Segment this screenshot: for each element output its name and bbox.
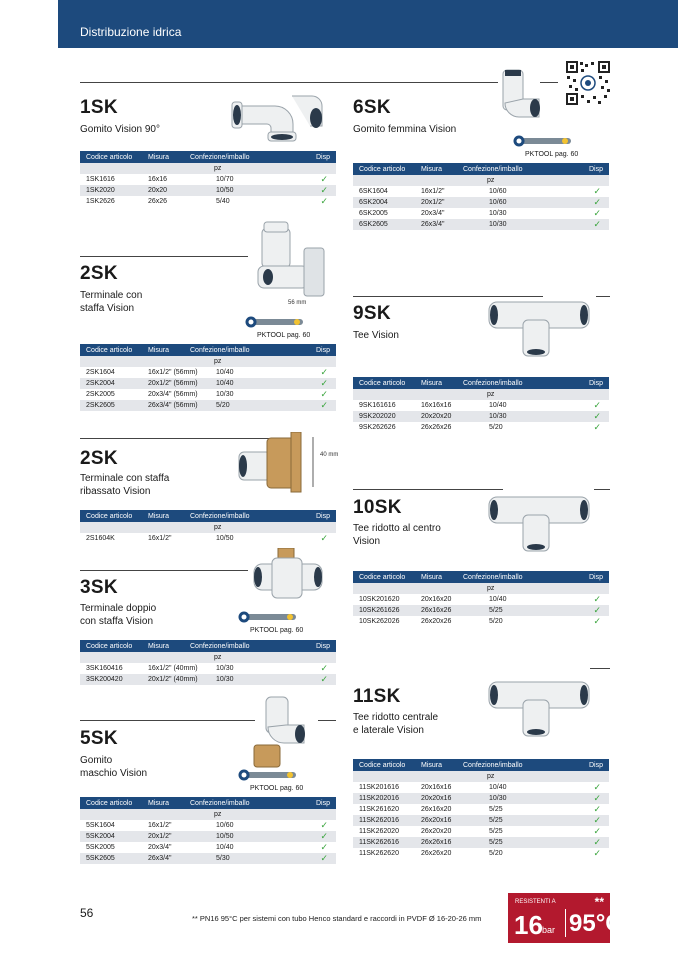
table-row xyxy=(353,400,609,411)
product-table xyxy=(80,640,336,685)
cell-code: 5SK2004 xyxy=(86,833,115,840)
cell-pack: 10/60 xyxy=(489,199,507,206)
cell-code: 9SK262626 xyxy=(359,424,396,431)
dimension-label: 40 mm xyxy=(320,452,339,458)
badge-label: RESISTENTI A xyxy=(515,899,556,905)
table-header xyxy=(80,797,336,809)
cell-code: 1SK1616 xyxy=(86,176,115,183)
table-row xyxy=(353,804,609,815)
col-disp: Disp xyxy=(588,573,603,581)
cell-size: 26x3/4" xyxy=(421,221,445,228)
table-row xyxy=(80,378,336,389)
table-row xyxy=(353,793,609,804)
cell-pack: 10/30 xyxy=(216,665,234,672)
cell-pack: 10/30 xyxy=(489,210,507,217)
unit-label: pz xyxy=(487,177,495,184)
check-icon: ✓ xyxy=(320,389,328,399)
cell-pack: 10/30 xyxy=(216,676,234,683)
cell-code: 1SK2626 xyxy=(86,198,115,205)
product-code-title: 11SK xyxy=(353,686,401,707)
cell-size: 20x1/2" (56mm) xyxy=(148,380,198,387)
table-row xyxy=(353,616,609,627)
cell-pack: 5/25 xyxy=(489,817,503,824)
cell-code: 11SK262620 xyxy=(359,850,399,857)
col-pack: Confezione/imballo xyxy=(463,573,523,581)
unit-label: pz xyxy=(487,391,495,398)
cell-size: 26x26x16 xyxy=(421,839,452,846)
cell-size: 20x1/2" (40mm) xyxy=(148,676,198,683)
col-code: Codice articolo xyxy=(359,165,406,173)
col-pack: Confezione/imballo xyxy=(190,799,250,807)
check-icon: ✓ xyxy=(593,422,601,432)
header-title: Distribuzione idrica xyxy=(80,25,182,39)
cell-code: 11SK262020 xyxy=(359,828,399,835)
cell-size: 20x20 xyxy=(148,187,168,194)
resistance-badge xyxy=(508,893,623,943)
check-icon: ✓ xyxy=(320,196,328,206)
table-row xyxy=(80,389,336,400)
cell-code: 6SK1604 xyxy=(359,188,388,195)
cell-pack: 10/40 xyxy=(489,784,507,791)
col-code: Codice articolo xyxy=(86,642,133,650)
cell-size: 20x20x16 xyxy=(421,795,452,802)
table-header xyxy=(353,759,609,771)
pktool-icon xyxy=(236,610,296,620)
col-pack: Confezione/imballo xyxy=(190,153,250,161)
table-header xyxy=(80,510,336,522)
product-table xyxy=(80,510,336,544)
section-rule xyxy=(590,668,610,669)
cell-pack: 5/20 xyxy=(489,424,503,431)
cell-pack: 10/30 xyxy=(489,413,507,420)
product-code-title: 5SK xyxy=(80,728,118,749)
cell-pack: 10/40 xyxy=(216,380,234,387)
col-pack: Confezione/imballo xyxy=(190,346,250,354)
table-row xyxy=(80,831,336,842)
product-description: Tee Vision xyxy=(353,330,399,341)
col-code: Codice articolo xyxy=(86,346,133,354)
col-code: Codice articolo xyxy=(86,153,133,161)
col-disp: Disp xyxy=(315,799,330,807)
check-icon: ✓ xyxy=(320,831,328,841)
product-description: Gomito Vision 90° xyxy=(80,124,160,135)
unit-label: pz xyxy=(214,654,222,661)
unit-label: pz xyxy=(487,585,495,592)
cell-size: 26x16x26 xyxy=(421,607,452,614)
pktool-reference: PKTOOL pag. 60 xyxy=(250,627,304,634)
table-header xyxy=(353,571,609,583)
product-table xyxy=(80,797,336,864)
check-icon: ✓ xyxy=(593,815,601,825)
check-icon: ✓ xyxy=(320,663,328,673)
cell-pack: 5/25 xyxy=(489,806,503,813)
cell-size: 26x20x20 xyxy=(421,828,452,835)
table-row xyxy=(353,848,609,859)
table-row xyxy=(353,208,609,219)
unit-row xyxy=(80,809,336,820)
cell-size: 26x20x26 xyxy=(421,618,452,625)
table-header xyxy=(80,344,336,356)
cell-size: 26x26 xyxy=(148,198,168,205)
cell-code: 10SK201620 xyxy=(359,596,400,603)
cell-pack: 10/70 xyxy=(216,176,234,183)
badge-separator xyxy=(565,909,566,937)
col-pack: Confezione/imballo xyxy=(463,379,523,387)
table-row xyxy=(80,842,336,853)
cell-pack: 10/40 xyxy=(489,402,507,409)
col-size: Misura xyxy=(148,799,170,807)
cell-pack: 10/60 xyxy=(216,822,234,829)
table-header xyxy=(80,640,336,652)
section-rule xyxy=(353,489,503,490)
cell-size: 20x3/4" xyxy=(421,210,445,217)
fitting-image xyxy=(230,88,325,148)
dimension-label: 56 mm xyxy=(288,300,307,306)
unit-label: pz xyxy=(214,165,222,172)
col-pack: Confezione/imballo xyxy=(463,165,523,173)
col-code: Codice articolo xyxy=(359,379,406,387)
cell-code: 11SK261620 xyxy=(359,806,399,813)
section-rule xyxy=(596,296,610,297)
product-code-title: 1SK xyxy=(80,97,118,118)
badge-stars: ** xyxy=(594,895,604,909)
cell-code: 10SK261626 xyxy=(359,607,400,614)
cell-code: 9SK161616 xyxy=(359,402,396,409)
col-pack: Confezione/imballo xyxy=(190,512,250,520)
cell-code: 9SK202020 xyxy=(359,413,396,420)
table-row xyxy=(80,185,336,196)
table-row xyxy=(353,197,609,208)
fitting-image xyxy=(485,670,595,745)
section-rule xyxy=(80,256,248,257)
col-disp: Disp xyxy=(588,379,603,387)
table-row xyxy=(353,422,609,433)
section-rule xyxy=(80,570,248,571)
cell-pack: 5/20 xyxy=(216,402,230,409)
check-icon: ✓ xyxy=(593,411,601,421)
cell-size: 20x3/4" xyxy=(148,844,172,851)
cell-code: 2SK2004 xyxy=(86,380,115,387)
product-table xyxy=(80,344,336,411)
pktool-icon xyxy=(243,315,303,325)
cell-size: 26x3/4" xyxy=(148,855,172,862)
col-code: Codice articolo xyxy=(359,573,406,581)
product-table xyxy=(353,571,609,627)
check-icon: ✓ xyxy=(320,853,328,863)
check-icon: ✓ xyxy=(320,674,328,684)
fitting-image xyxy=(248,548,328,613)
unit-row xyxy=(80,356,336,367)
section-rule xyxy=(318,720,336,721)
pktool-reference: PKTOOL pag. 60 xyxy=(257,332,311,339)
product-code-title: 2SK xyxy=(80,448,118,469)
check-icon: ✓ xyxy=(593,197,601,207)
product-description: Terminale doppio con staffa Vision xyxy=(80,603,157,627)
fitting-image xyxy=(250,218,330,303)
unit-row xyxy=(353,771,609,782)
cell-size: 26x16x20 xyxy=(421,806,452,813)
product-description: Tee ridotto centrale e laterale Vision xyxy=(353,712,439,736)
col-size: Misura xyxy=(148,512,170,520)
fitting-image xyxy=(485,290,595,365)
cell-size: 20x16x20 xyxy=(421,596,452,603)
section-rule xyxy=(80,82,498,83)
cell-code: 10SK262026 xyxy=(359,618,400,625)
table-row xyxy=(353,186,609,197)
badge-temperature: 95°C xyxy=(569,910,623,937)
cell-size: 16x16 xyxy=(148,176,168,183)
col-disp: Disp xyxy=(315,642,330,650)
table-row xyxy=(80,663,336,674)
cell-code: 3SK200420 xyxy=(86,676,123,683)
unit-row xyxy=(353,389,609,400)
check-icon: ✓ xyxy=(320,533,328,543)
cell-code: 2S1604K xyxy=(86,535,115,542)
col-size: Misura xyxy=(148,346,170,354)
page-header xyxy=(58,0,678,48)
cell-pack: 10/30 xyxy=(489,795,507,802)
table-row xyxy=(80,674,336,685)
check-icon: ✓ xyxy=(320,820,328,830)
col-code: Codice articolo xyxy=(86,512,133,520)
check-icon: ✓ xyxy=(320,367,328,377)
table-row xyxy=(353,837,609,848)
product-description: Tee ridotto al centro Vision xyxy=(353,523,441,547)
col-size: Misura xyxy=(421,573,443,581)
cell-code: 5SK2605 xyxy=(86,855,115,862)
col-size: Misura xyxy=(421,165,443,173)
cell-pack: 10/40 xyxy=(216,844,234,851)
check-icon: ✓ xyxy=(593,826,601,836)
cell-size: 26x26x26 xyxy=(421,424,452,431)
unit-label: pz xyxy=(214,358,222,365)
cell-pack: 10/50 xyxy=(216,187,234,194)
product-table xyxy=(353,377,609,433)
table-header xyxy=(80,151,336,163)
table-row xyxy=(80,533,336,544)
cell-code: 3SK160416 xyxy=(86,665,123,672)
pktool-icon xyxy=(236,768,296,778)
cell-pack: 5/20 xyxy=(489,618,503,625)
cell-size: 20x20x20 xyxy=(421,413,452,420)
cell-pack: 10/60 xyxy=(489,188,507,195)
product-table xyxy=(353,759,609,859)
cell-pack: 10/40 xyxy=(489,596,507,603)
check-icon: ✓ xyxy=(593,616,601,626)
cell-pack: 5/30 xyxy=(216,855,230,862)
footnote: ** PN16 95°C per sistemi con tubo Henco standard e raccordi in PVDF Ø 16-20-26 mm xyxy=(192,914,482,923)
check-icon: ✓ xyxy=(320,185,328,195)
unit-row xyxy=(80,652,336,663)
col-size: Misura xyxy=(148,153,170,161)
table-header xyxy=(353,163,609,175)
cell-size: 26x20x16 xyxy=(421,817,452,824)
cell-pack: 5/25 xyxy=(489,607,503,614)
cell-size: 16x1/2" xyxy=(148,535,172,542)
unit-row xyxy=(80,522,336,533)
table-row xyxy=(80,174,336,185)
check-icon: ✓ xyxy=(320,842,328,852)
cell-size: 16x1/2" xyxy=(148,822,172,829)
unit-row xyxy=(80,163,336,174)
cell-size: 16x1/2" (40mm) xyxy=(148,665,198,672)
product-description: Terminale con staffa ribassato Vision xyxy=(80,473,170,497)
cell-size: 16x1/2" xyxy=(421,188,445,195)
check-icon: ✓ xyxy=(593,186,601,196)
cell-code: 6SK2605 xyxy=(359,221,388,228)
product-code-title: 3SK xyxy=(80,577,118,598)
unit-label: pz xyxy=(214,811,222,818)
cell-code: 2SK2605 xyxy=(86,402,115,409)
cell-pack: 10/30 xyxy=(489,221,507,228)
unit-label: pz xyxy=(214,524,222,531)
cell-code: 2SK2005 xyxy=(86,391,115,398)
check-icon: ✓ xyxy=(593,793,601,803)
product-code-title: 9SK xyxy=(353,303,391,324)
pktool-reference: PKTOOL pag. 60 xyxy=(525,151,579,158)
col-disp: Disp xyxy=(315,153,330,161)
check-icon: ✓ xyxy=(320,174,328,184)
table-row xyxy=(353,605,609,616)
check-icon: ✓ xyxy=(593,594,601,604)
table-row xyxy=(80,400,336,411)
check-icon: ✓ xyxy=(593,804,601,814)
cell-size: 16x1/2" (56mm) xyxy=(148,369,198,376)
cell-size: 26x3/4" (56mm) xyxy=(148,402,198,409)
section-rule xyxy=(80,720,255,721)
col-code: Codice articolo xyxy=(359,761,406,769)
section-rule xyxy=(594,489,610,490)
cell-size: 16x16x16 xyxy=(421,402,452,409)
check-icon: ✓ xyxy=(593,400,601,410)
cell-pack: 10/50 xyxy=(216,833,234,840)
table-row xyxy=(80,367,336,378)
cell-pack: 5/20 xyxy=(489,850,503,857)
pktool-reference: PKTOOL pag. 60 xyxy=(250,785,304,792)
fitting-image xyxy=(235,432,325,502)
check-icon: ✓ xyxy=(593,848,601,858)
badge-pressure: 16 xyxy=(514,910,543,940)
cell-size: 26x26x20 xyxy=(421,850,452,857)
product-code-title: 6SK xyxy=(353,97,391,118)
check-icon: ✓ xyxy=(320,400,328,410)
product-table xyxy=(353,163,609,230)
product-description: Gomito maschio Vision xyxy=(80,755,148,779)
cell-pack: 10/50 xyxy=(216,535,234,542)
fitting-image xyxy=(485,485,595,560)
product-description: Terminale con staffa Vision xyxy=(80,290,143,314)
unit-row xyxy=(353,583,609,594)
table-row xyxy=(353,219,609,230)
check-icon: ✓ xyxy=(593,219,601,229)
product-table xyxy=(80,151,336,207)
table-row xyxy=(353,815,609,826)
check-icon: ✓ xyxy=(320,378,328,388)
product-code-title: 10SK xyxy=(353,497,402,518)
fitting-image xyxy=(495,68,545,143)
col-disp: Disp xyxy=(315,512,330,520)
table-row xyxy=(353,411,609,422)
table-row xyxy=(80,853,336,864)
col-disp: Disp xyxy=(315,346,330,354)
cell-pack: 10/40 xyxy=(216,369,234,376)
col-size: Misura xyxy=(148,642,170,650)
unit-row xyxy=(353,175,609,186)
cell-code: 11SK262016 xyxy=(359,817,399,824)
cell-pack: 5/40 xyxy=(216,198,230,205)
col-code: Codice articolo xyxy=(86,799,133,807)
col-size: Misura xyxy=(421,761,443,769)
product-description: Gomito femmina Vision xyxy=(353,124,457,135)
table-header xyxy=(353,377,609,389)
col-size: Misura xyxy=(421,379,443,387)
table-row xyxy=(353,782,609,793)
table-row xyxy=(80,196,336,207)
col-pack: Confezione/imballo xyxy=(463,761,523,769)
unit-label: pz xyxy=(487,773,495,780)
check-icon: ✓ xyxy=(593,837,601,847)
col-pack: Confezione/imballo xyxy=(190,642,250,650)
cell-code: 6SK2004 xyxy=(359,199,388,206)
check-icon: ✓ xyxy=(593,605,601,615)
page-number: 56 xyxy=(80,906,94,920)
fitting-image xyxy=(250,695,310,775)
cell-size: 20x1/2" xyxy=(421,199,445,206)
cell-code: 1SK2020 xyxy=(86,187,115,194)
table-row xyxy=(80,820,336,831)
cell-code: 6SK2005 xyxy=(359,210,388,217)
cell-pack: 5/25 xyxy=(489,828,503,835)
col-disp: Disp xyxy=(588,761,603,769)
cell-code: 11SK201616 xyxy=(359,784,399,791)
check-icon: ✓ xyxy=(593,782,601,792)
check-icon: ✓ xyxy=(593,208,601,218)
cell-size: 20x1/2" xyxy=(148,833,172,840)
cell-pack: 10/30 xyxy=(216,391,234,398)
qr-code xyxy=(565,60,611,106)
col-disp: Disp xyxy=(588,165,603,173)
cell-code: 11SK262616 xyxy=(359,839,399,846)
cell-pack: 5/25 xyxy=(489,839,503,846)
badge-pressure-unit: bar xyxy=(542,925,556,935)
table-row xyxy=(353,826,609,837)
pktool-icon xyxy=(511,134,571,144)
cell-code: 5SK2005 xyxy=(86,844,115,851)
table-row xyxy=(353,594,609,605)
cell-code: 11SK202016 xyxy=(359,795,399,802)
cell-code: 5SK1604 xyxy=(86,822,115,829)
cell-size: 20x16x16 xyxy=(421,784,452,791)
product-code-title: 2SK xyxy=(80,263,118,284)
cell-code: 2SK1604 xyxy=(86,369,115,376)
cell-size: 20x3/4" (56mm) xyxy=(148,391,198,398)
